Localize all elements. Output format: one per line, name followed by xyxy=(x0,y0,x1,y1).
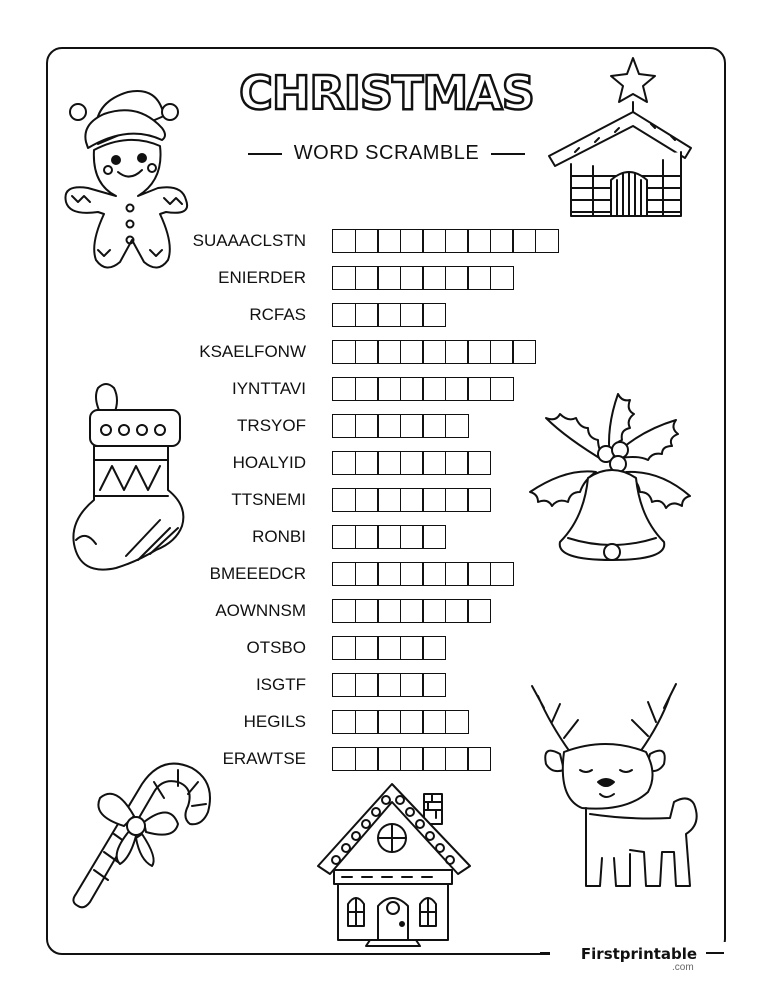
answer-letter-box[interactable] xyxy=(467,488,491,512)
answer-letter-box[interactable] xyxy=(445,599,469,623)
answer-letter-box[interactable] xyxy=(422,377,446,401)
stocking-icon xyxy=(66,380,192,580)
word-row xyxy=(150,450,491,476)
answer-letter-box[interactable] xyxy=(332,451,356,475)
gingerbread-house-icon xyxy=(316,780,472,948)
answer-letter-box[interactable] xyxy=(332,562,356,586)
answer-letter-box[interactable] xyxy=(400,451,424,475)
answer-letter-box[interactable] xyxy=(355,710,379,734)
answer-letter-box[interactable] xyxy=(355,451,379,475)
answer-letter-box[interactable] xyxy=(467,451,491,475)
scrambled-word: RONBI xyxy=(252,527,306,546)
answer-letter-box[interactable] xyxy=(400,340,424,364)
word-row xyxy=(150,598,491,624)
brand-right-rule xyxy=(706,952,724,954)
answer-letter-box[interactable] xyxy=(445,562,469,586)
answer-letter-box[interactable] xyxy=(355,377,379,401)
answer-boxes xyxy=(332,636,446,660)
scrambled-word: ENIERDER xyxy=(218,268,306,287)
answer-letter-box[interactable] xyxy=(445,266,469,290)
brand-suffix: .com xyxy=(672,962,694,973)
answer-letter-box[interactable] xyxy=(377,414,401,438)
answer-letter-box[interactable] xyxy=(377,266,401,290)
answer-letter-box[interactable] xyxy=(445,377,469,401)
scrambled-word: AOWNNSM xyxy=(215,601,306,620)
answer-letter-box[interactable] xyxy=(377,451,401,475)
answer-letter-box[interactable] xyxy=(400,229,424,253)
scrambled-word: SUAAACLSTN xyxy=(192,231,306,250)
answer-letter-box[interactable] xyxy=(332,414,356,438)
subtitle-right-rule xyxy=(491,153,525,155)
answer-letter-box[interactable] xyxy=(355,414,379,438)
answer-letter-box[interactable] xyxy=(377,747,401,771)
reindeer-icon xyxy=(530,674,710,894)
word-row xyxy=(150,672,446,698)
answer-letter-box[interactable] xyxy=(422,414,446,438)
answer-letter-box[interactable] xyxy=(467,562,491,586)
answer-letter-box[interactable] xyxy=(535,229,559,253)
answer-letter-box[interactable] xyxy=(332,377,356,401)
answer-letter-box[interactable] xyxy=(422,673,446,697)
answer-letter-box[interactable] xyxy=(355,673,379,697)
answer-letter-box[interactable] xyxy=(355,525,379,549)
answer-letter-box[interactable] xyxy=(445,340,469,364)
answer-letter-box[interactable] xyxy=(400,636,424,660)
answer-letter-box[interactable] xyxy=(332,747,356,771)
answer-letter-box[interactable] xyxy=(355,599,379,623)
answer-letter-box[interactable] xyxy=(355,229,379,253)
answer-letter-box[interactable] xyxy=(400,414,424,438)
answer-boxes xyxy=(332,525,446,549)
word-row xyxy=(150,413,469,439)
answer-letter-box[interactable] xyxy=(445,488,469,512)
scrambled-word: TRSYOF xyxy=(237,416,306,435)
candy-cane-icon xyxy=(70,754,220,912)
answer-letter-box[interactable] xyxy=(445,710,469,734)
scrambled-word: OTSBO xyxy=(246,638,306,657)
answer-letter-box[interactable] xyxy=(445,451,469,475)
answer-letter-box[interactable] xyxy=(355,636,379,660)
answer-letter-box[interactable] xyxy=(377,562,401,586)
answer-letter-box[interactable] xyxy=(467,340,491,364)
answer-letter-box[interactable] xyxy=(445,414,469,438)
answer-boxes xyxy=(332,710,469,734)
answer-letter-box[interactable] xyxy=(332,710,356,734)
word-row xyxy=(150,228,559,254)
answer-letter-box[interactable] xyxy=(332,488,356,512)
answer-letter-box[interactable] xyxy=(332,525,356,549)
word-row xyxy=(150,376,514,402)
scrambled-word: HEGILS xyxy=(243,712,306,731)
answer-letter-box[interactable] xyxy=(355,747,379,771)
answer-boxes xyxy=(332,562,514,586)
answer-letter-box[interactable] xyxy=(422,303,446,327)
answer-letter-box[interactable] xyxy=(377,377,401,401)
answer-letter-box[interactable] xyxy=(377,303,401,327)
answer-letter-box[interactable] xyxy=(377,636,401,660)
scrambled-word: RCFAS xyxy=(249,305,306,324)
word-row xyxy=(150,561,514,587)
scrambled-word: ERAWTSE xyxy=(222,749,306,768)
answer-letter-box[interactable] xyxy=(377,673,401,697)
answer-letter-box[interactable] xyxy=(377,229,401,253)
answer-letter-box[interactable] xyxy=(355,266,379,290)
answer-letter-box[interactable] xyxy=(490,340,514,364)
answer-letter-box[interactable] xyxy=(400,488,424,512)
answer-letter-box[interactable] xyxy=(422,488,446,512)
nativity-stable-icon xyxy=(545,56,695,220)
answer-letter-box[interactable] xyxy=(355,562,379,586)
answer-letter-box[interactable] xyxy=(332,636,356,660)
answer-letter-box[interactable] xyxy=(512,229,536,253)
answer-letter-box[interactable] xyxy=(467,747,491,771)
page-subtitle: WORD SCRAMBLE xyxy=(293,142,480,164)
brand-name: Firstprintable xyxy=(580,945,698,963)
word-row xyxy=(150,709,469,735)
answer-letter-box[interactable] xyxy=(400,303,424,327)
answer-letter-box[interactable] xyxy=(400,673,424,697)
answer-letter-box[interactable] xyxy=(332,266,356,290)
answer-letter-box[interactable] xyxy=(422,266,446,290)
word-row xyxy=(150,524,446,550)
answer-letter-box[interactable] xyxy=(400,525,424,549)
answer-letter-box[interactable] xyxy=(400,599,424,623)
answer-letter-box[interactable] xyxy=(400,377,424,401)
answer-letter-box[interactable] xyxy=(332,673,356,697)
answer-letter-box[interactable] xyxy=(467,377,491,401)
word-row xyxy=(150,487,491,513)
answer-letter-box[interactable] xyxy=(422,451,446,475)
answer-letter-box[interactable] xyxy=(355,488,379,512)
holly-bell-icon xyxy=(526,388,696,570)
answer-letter-box[interactable] xyxy=(377,599,401,623)
answer-letter-box[interactable] xyxy=(467,229,491,253)
answer-letter-box[interactable] xyxy=(422,340,446,364)
answer-letter-box[interactable] xyxy=(445,229,469,253)
answer-letter-box[interactable] xyxy=(422,599,446,623)
answer-letter-box[interactable] xyxy=(467,599,491,623)
answer-letter-box[interactable] xyxy=(490,266,514,290)
word-row xyxy=(150,302,446,328)
scrambled-word: BMEEEDCR xyxy=(209,564,306,583)
answer-letter-box[interactable] xyxy=(355,340,379,364)
word-row xyxy=(150,265,514,291)
subtitle-left-rule xyxy=(248,153,282,155)
answer-letter-box[interactable] xyxy=(490,377,514,401)
answer-letter-box[interactable] xyxy=(400,562,424,586)
scrambled-word: TTSNEMI xyxy=(231,490,306,509)
answer-letter-box[interactable] xyxy=(422,710,446,734)
answer-letter-box[interactable] xyxy=(422,562,446,586)
gingerbread-man-icon xyxy=(58,84,188,274)
answer-letter-box[interactable] xyxy=(377,710,401,734)
answer-letter-box[interactable] xyxy=(512,340,536,364)
scrambled-word: IYNTTAVI xyxy=(232,379,306,398)
answer-letter-box[interactable] xyxy=(377,525,401,549)
page-title: CHRISTMAS xyxy=(239,66,534,120)
answer-letter-box[interactable] xyxy=(422,525,446,549)
answer-boxes xyxy=(332,266,514,290)
answer-boxes xyxy=(332,377,514,401)
scrambled-word: HOALYID xyxy=(232,453,306,472)
answer-boxes xyxy=(332,229,559,253)
answer-letter-box[interactable] xyxy=(467,266,491,290)
word-row xyxy=(150,339,536,365)
answer-boxes xyxy=(332,303,446,327)
answer-letter-box[interactable] xyxy=(377,340,401,364)
answer-letter-box[interactable] xyxy=(490,562,514,586)
answer-boxes xyxy=(332,599,491,623)
answer-letter-box[interactable] xyxy=(490,229,514,253)
answer-letter-box[interactable] xyxy=(422,747,446,771)
answer-boxes xyxy=(332,414,469,438)
answer-boxes xyxy=(332,451,491,475)
answer-letter-box[interactable] xyxy=(400,747,424,771)
scrambled-word: KSAELFONW xyxy=(199,342,306,361)
brand-row xyxy=(550,942,728,966)
answer-letter-box[interactable] xyxy=(332,303,356,327)
answer-boxes xyxy=(332,488,491,512)
answer-boxes xyxy=(332,340,536,364)
scrambled-word: ISGTF xyxy=(255,675,306,694)
answer-letter-box[interactable] xyxy=(332,340,356,364)
word-row xyxy=(150,635,446,661)
answer-boxes xyxy=(332,673,446,697)
answer-letter-box[interactable] xyxy=(422,636,446,660)
answer-letter-box[interactable] xyxy=(332,229,356,253)
answer-letter-box[interactable] xyxy=(355,303,379,327)
answer-letter-box[interactable] xyxy=(400,266,424,290)
answer-letter-box[interactable] xyxy=(332,599,356,623)
answer-letter-box[interactable] xyxy=(400,710,424,734)
answer-letter-box[interactable] xyxy=(377,488,401,512)
answer-letter-box[interactable] xyxy=(422,229,446,253)
answer-letter-box[interactable] xyxy=(445,747,469,771)
answer-boxes xyxy=(332,747,491,771)
